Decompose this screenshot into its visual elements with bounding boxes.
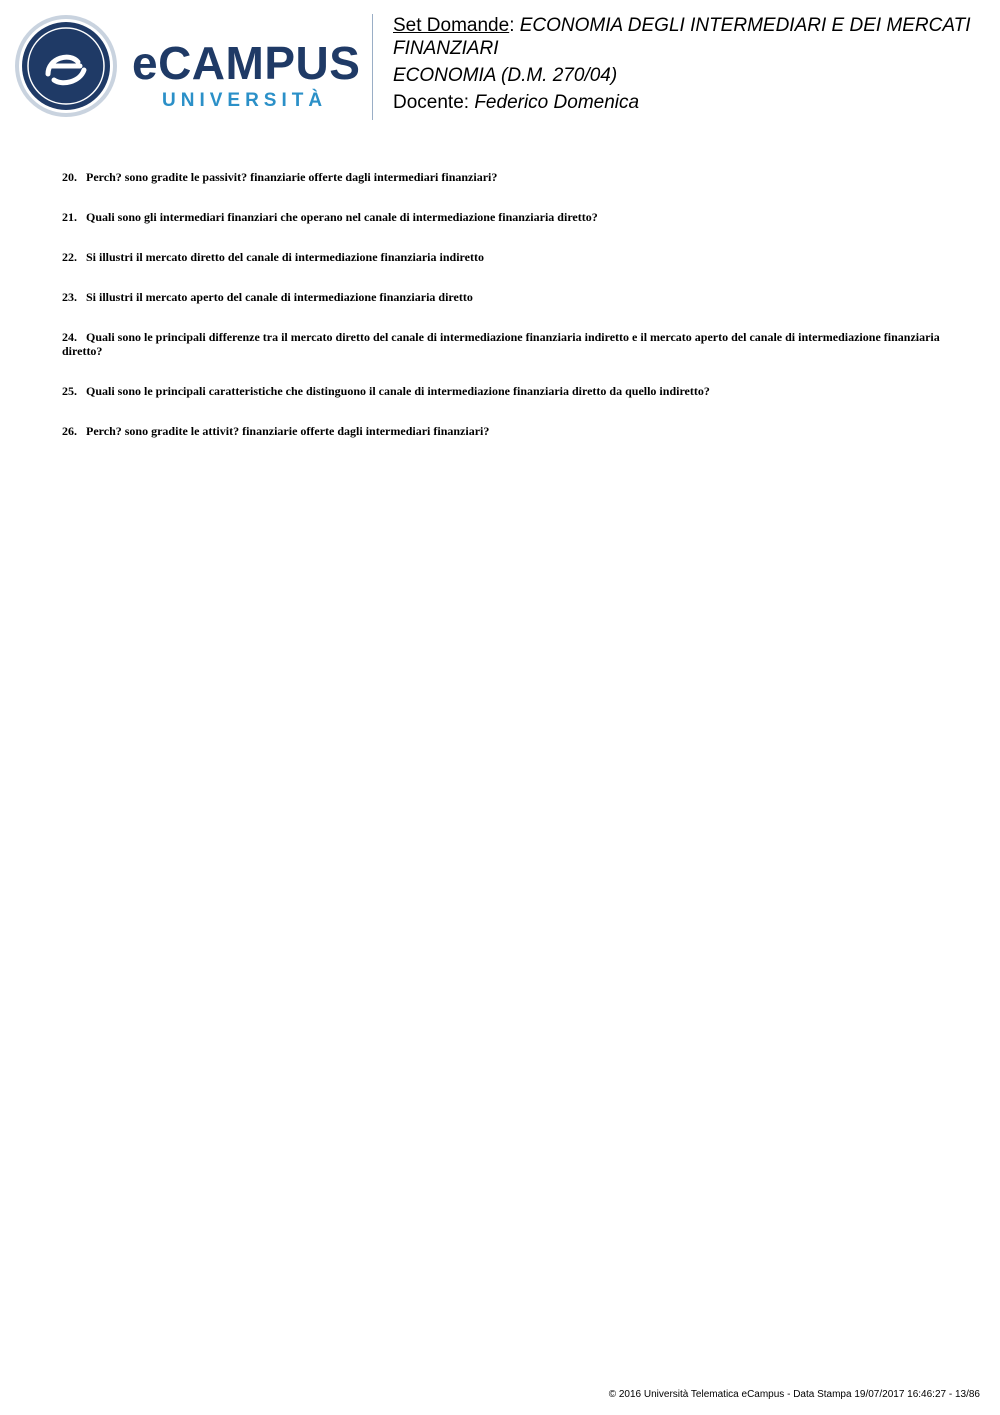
question-text: Perch? sono gradite le attivit? finanziarie offerte dagli intermediari finanziari? <box>86 424 490 438</box>
set-label: Set Domande <box>393 15 510 36</box>
question-number: 24. <box>62 330 77 344</box>
question-text: Quali sono le principali differenze tra il mercato diretto del canale di intermediazione finanziaria indiretto e il mercato aperto del canale di intermediazione finanziaria diretto? <box>62 330 940 358</box>
teacher-label: Docente: <box>393 92 470 113</box>
question-text: Si illustri il mercato diretto del canale di intermediazione finanziaria indiretto <box>86 250 484 264</box>
set-title-row <box>393 14 988 60</box>
question-number: 21. <box>62 210 77 224</box>
header-info <box>393 14 988 114</box>
page-footer: © 2016 Università Telematica eCampus - Data Stampa 19/07/2017 16:46:27 - 13/86 <box>608 1389 980 1400</box>
brand-subtitle: UNIVERSITÀ <box>162 90 328 111</box>
question-item <box>62 384 942 398</box>
question-number: 22. <box>62 250 77 264</box>
question-text: Quali sono gli intermediari finanziari che operano nel canale di intermediazione finanziaria diretto? <box>86 210 598 224</box>
teacher-name: Federico Domenica <box>474 92 640 113</box>
question-item <box>62 250 942 264</box>
question-list <box>62 170 942 464</box>
question-number: 26. <box>62 424 77 438</box>
question-item <box>62 424 942 438</box>
header-divider <box>372 14 373 120</box>
question-number: 20. <box>62 170 77 184</box>
set-separator: : <box>509 15 515 36</box>
question-item <box>62 170 942 184</box>
course-name: ECONOMIA (D.M. 270/04) <box>393 65 618 86</box>
brand-name: eCAMPUS <box>132 37 361 89</box>
ecampus-logo <box>14 14 359 118</box>
question-text: Quali sono le principali caratteristiche che distinguono il canale di intermediazione finanziaria diretto da quello indiretto? <box>86 384 710 398</box>
question-text: Si illustri il mercato aperto del canale di intermediazione finanziaria diretto <box>86 290 473 304</box>
question-item <box>62 290 942 304</box>
question-item <box>62 210 942 224</box>
question-item <box>62 330 942 358</box>
set-title: ECONOMIA DEGLI INTERMEDIARI E DEI MERCATI FINANZIARI <box>393 15 971 59</box>
university-seal-icon <box>14 14 118 118</box>
question-number: 23. <box>62 290 77 304</box>
question-text: Perch? sono gradite le passivit? finanziarie offerte dagli intermediari finanziari? <box>86 170 498 184</box>
teacher-row <box>393 91 988 114</box>
question-number: 25. <box>62 384 77 398</box>
